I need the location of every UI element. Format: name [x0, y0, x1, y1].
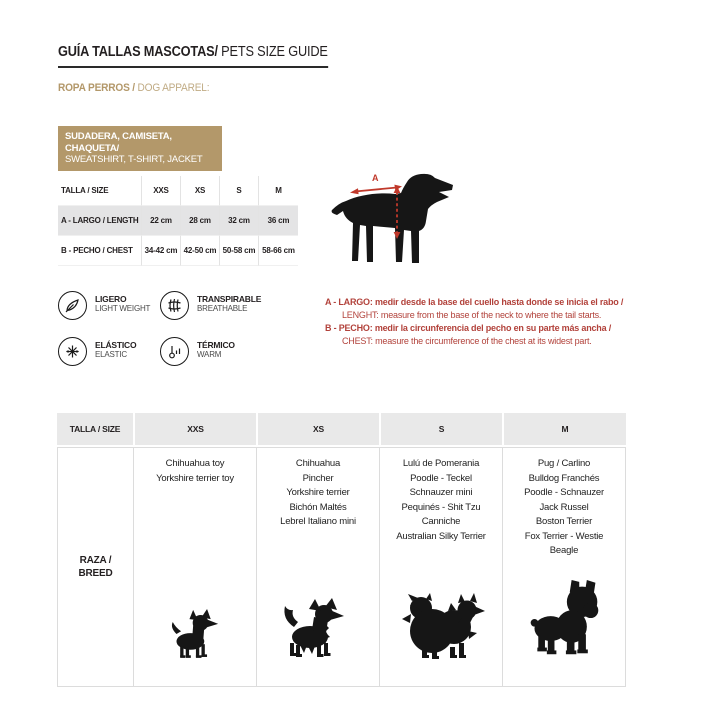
breed-item: Lulú de Pomerania — [402, 458, 480, 469]
size-table-header-cell: XXS — [142, 176, 181, 206]
breed-row-label: RAZA / BREED — [58, 448, 134, 686]
breed-table-body — [57, 447, 626, 687]
breed-list — [380, 448, 502, 544]
breed-item: Bulldog Franchés — [528, 472, 600, 484]
size-table-row-label: A - LARGO / LENGTH — [58, 206, 142, 236]
breed-item: Lebrel Italiano mini — [280, 516, 356, 527]
feature-label-es: LIGERO — [95, 294, 127, 304]
size-table-value: 58-66 cm — [259, 236, 298, 266]
breed-item: Chihuahua toy — [165, 458, 225, 469]
breed-item: Pug / Carlino — [537, 458, 591, 469]
arrow-a-label: A — [372, 173, 379, 183]
size-table-header-cell: TALLA / SIZE — [58, 176, 142, 206]
chihuahua-silhouette — [168, 609, 222, 659]
size-table-header-cell: XS — [181, 176, 220, 206]
breed-table-header-cell: TALLA / SIZE — [57, 413, 133, 445]
feature-label-es: ELÁSTICO — [95, 340, 137, 350]
longhaired-chihuahua-silhouette — [280, 597, 356, 659]
breed-item: Canniche — [421, 516, 461, 527]
page-title — [58, 44, 328, 68]
measurement-diagram — [326, 165, 468, 271]
feature-label-es: TÉRMICO — [197, 340, 235, 350]
breed-table-header-cell: XXS — [135, 413, 256, 445]
breed-list — [257, 448, 379, 530]
size-table-value: 28 cm — [181, 206, 220, 236]
feather-icon — [58, 291, 87, 320]
breed-item: Schnauzer mini — [409, 487, 473, 498]
feature-elastic — [58, 337, 136, 366]
size-table-value: 34-42 cm — [142, 236, 181, 266]
feature-label-en: ELASTIC — [95, 350, 127, 359]
breed-cell-s — [380, 448, 503, 686]
size-table-header-cell: M — [259, 176, 298, 206]
length-arrow-a — [350, 173, 402, 194]
feature-label-en: LIGHT WEIGHT — [95, 304, 151, 313]
breed-item: Beagle — [549, 545, 579, 556]
feature-breathable — [160, 291, 261, 320]
breed-item: Pincher — [302, 472, 334, 484]
breed-list — [503, 448, 625, 559]
note-a-es: A - LARGO: medir desde la base del cuello hasta donde se inicia el rabo / — [325, 297, 624, 307]
size-table-value: 22 cm — [142, 206, 181, 236]
size-table-value: 32 cm — [220, 206, 259, 236]
size-table-value: 50-58 cm — [220, 236, 259, 266]
size-table-value: 36 cm — [259, 206, 298, 236]
breed-cell-xs — [257, 448, 380, 686]
breed-item: Poodle - Teckel — [410, 472, 472, 484]
breed-item: Fox Terrier - Westie — [524, 530, 604, 542]
measure-notes — [325, 296, 670, 348]
feature-lightweight — [58, 291, 150, 320]
breed-cell-xxs — [134, 448, 257, 686]
breed-table-header — [57, 413, 626, 445]
labrador-silhouette — [326, 165, 468, 271]
page-subtitle-en: DOG APPAREL: — [134, 82, 210, 94]
breed-item: Chihuahua — [295, 458, 341, 469]
breed-item: Boston Terrier — [535, 516, 593, 527]
size-table-row-label: B - PECHO / CHEST — [58, 236, 142, 266]
french-bulldog-silhouette — [522, 579, 606, 659]
breathable-icon — [160, 291, 189, 320]
feature-label-en: WARM — [197, 350, 222, 359]
breed-cell-m — [503, 448, 625, 686]
garment-line-es: SUDADERA, CAMISETA, CHAQUETA/ — [65, 131, 172, 154]
note-a-en: LENGHT: measure from the base of the neck to where the tail starts. — [342, 310, 602, 320]
garment-type-box — [58, 126, 222, 171]
breed-table — [57, 413, 626, 687]
size-table — [58, 176, 298, 266]
breed-item: Bichón Maltés — [289, 501, 347, 513]
feature-label-en: BREATHABLE — [197, 304, 248, 313]
thermometer-icon — [160, 337, 189, 366]
page-subtitle — [58, 82, 209, 94]
breed-table-header-cell: S — [381, 413, 502, 445]
note-b-en: CHEST: measure the circumference of the chest at its widest part. — [342, 336, 592, 346]
feature-thermal — [160, 337, 235, 366]
breed-list — [134, 448, 256, 486]
breed-item: Yorkshire terrier — [286, 487, 350, 498]
page-title-es: GUÍA TALLAS MASCOTAS/ — [58, 44, 218, 60]
breed-item: Poodle - Schnauzer — [524, 487, 604, 498]
breed-table-header-cell: XS — [258, 413, 379, 445]
breed-item: Yorkshire terrier toy — [156, 472, 234, 484]
feature-label-es: TRANSPIRABLE — [197, 294, 262, 304]
feature-legend — [58, 291, 308, 386]
breed-item: Jack Russel — [539, 501, 589, 513]
garment-line-en: SWEATSHIRT, T-SHIRT, JACKET — [65, 154, 203, 165]
note-b-es: B - PECHO: medir la circunferencia del pecho en su parte más ancha / — [325, 323, 612, 333]
breed-item: Australian Silky Terrier — [396, 530, 486, 542]
breed-item: Pequinés - Shit Tzu — [401, 501, 481, 513]
size-table-header-cell: S — [220, 176, 259, 206]
breed-table-header-cell: M — [504, 413, 626, 445]
page-title-en: PETS SIZE GUIDE — [217, 44, 328, 60]
page-subtitle-es: ROPA PERROS / — [58, 82, 135, 94]
elastic-icon — [58, 337, 87, 366]
size-table-value: 42-50 cm — [181, 236, 220, 266]
pomeranian-silhouette — [396, 593, 486, 659]
